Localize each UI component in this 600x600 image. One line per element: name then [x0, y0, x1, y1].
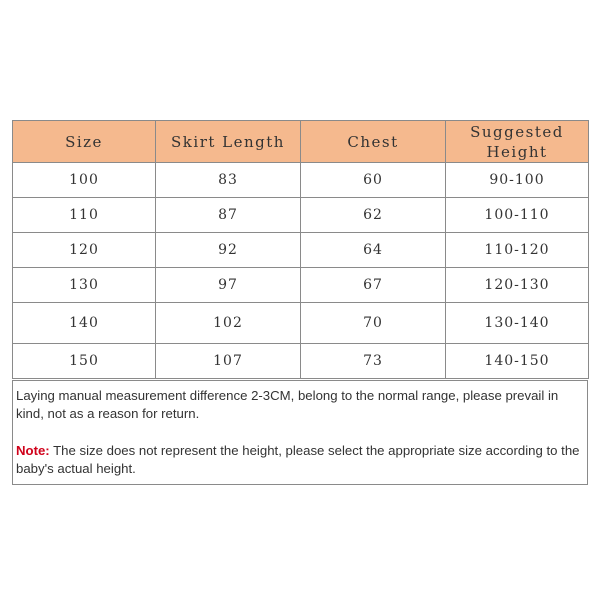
cell-skirt-length: 87 — [156, 198, 301, 233]
table-row — [13, 344, 589, 379]
cell-skirt-length: 83 — [156, 163, 301, 198]
cell-size: 130 — [13, 268, 156, 303]
header-suggested-height: Suggested Height — [446, 121, 589, 163]
cell-size: 150 — [13, 344, 156, 379]
table-row — [13, 268, 589, 303]
cell-size: 140 — [13, 303, 156, 344]
cell-skirt-length: 107 — [156, 344, 301, 379]
table-row — [13, 233, 589, 268]
cell-size: 110 — [13, 198, 156, 233]
cell-size: 120 — [13, 233, 156, 268]
cell-suggested-height: 90-100 — [446, 163, 589, 198]
cell-suggested-height: 140-150 — [446, 344, 589, 379]
cell-skirt-length: 92 — [156, 233, 301, 268]
table-header-row — [13, 121, 589, 163]
cell-skirt-length: 102 — [156, 303, 301, 344]
size-note — [16, 442, 584, 478]
cell-suggested-height: 110-120 — [446, 233, 589, 268]
cell-chest: 73 — [301, 344, 446, 379]
header-skirt-length: Skirt Length — [156, 121, 301, 163]
notes-box — [12, 380, 588, 485]
note-label: Note: — [16, 443, 50, 458]
table-row — [13, 163, 589, 198]
cell-size: 100 — [13, 163, 156, 198]
measurement-disclaimer: Laying manual measurement difference 2-3CM, belong to the normal range, please prevail in kind, not as a reason for return. — [16, 388, 559, 421]
cell-chest: 64 — [301, 233, 446, 268]
size-chart-table — [12, 120, 589, 379]
table-row — [13, 198, 589, 233]
cell-chest: 62 — [301, 198, 446, 233]
header-size: Size — [13, 121, 156, 163]
cell-chest: 60 — [301, 163, 446, 198]
cell-chest: 70 — [301, 303, 446, 344]
table-row — [13, 303, 589, 344]
note-text: The size does not represent the height, please select the appropriate size according to the baby's actual height. — [16, 443, 580, 476]
cell-suggested-height: 120-130 — [446, 268, 589, 303]
cell-skirt-length: 97 — [156, 268, 301, 303]
cell-chest: 67 — [301, 268, 446, 303]
header-chest: Chest — [301, 121, 446, 163]
cell-suggested-height: 130-140 — [446, 303, 589, 344]
cell-suggested-height: 100-110 — [446, 198, 589, 233]
